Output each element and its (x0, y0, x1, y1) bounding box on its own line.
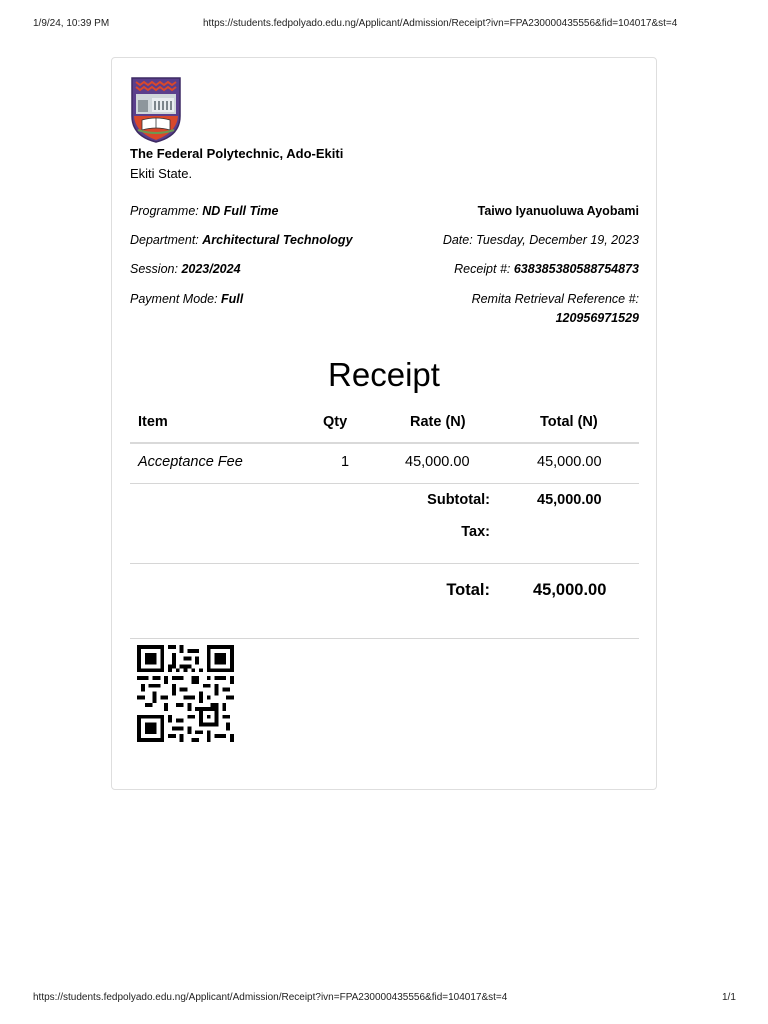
session-value: 2023/2024 (181, 262, 241, 276)
print-page-number: 1/1 (722, 992, 736, 1003)
session-row (130, 262, 241, 276)
rrr-label: Remita Retrieval Reference #: (471, 292, 639, 306)
receipt-date: Date: Tuesday, December 19, 2023 (442, 233, 639, 247)
print-datetime: 1/9/24, 10:39 PM (33, 18, 110, 29)
receipt-number-label: Receipt #: (454, 262, 511, 276)
receipt-number-value: 638385380588754873 (513, 262, 639, 276)
rrr-number (556, 311, 639, 325)
column-header-item: Item (138, 414, 168, 430)
item-total: 45,000.00 (537, 454, 602, 470)
programme-value: ND Full Time (202, 204, 279, 218)
total-label: Total: (446, 581, 490, 599)
student-name: Taiwo Iyanuoluwa Ayobami (477, 204, 639, 218)
column-header-qty: Qty (323, 414, 348, 430)
department-label: Department: (130, 233, 199, 247)
department-value: Architectural Technology (202, 233, 353, 247)
tax-label: Tax: (461, 524, 490, 540)
institution-name: The Federal Polytechnic, Ado-Ekiti (130, 146, 344, 161)
row-divider (130, 483, 639, 484)
rrr-number-value: 120956971529 (555, 311, 639, 325)
print-url-header: https://students.fedpolyado.edu.ng/Applicant/Admission/Receipt?ivn=FPA230000435556&fid=104017&st=4 (203, 18, 678, 29)
column-header-total: Total (N) (540, 414, 598, 430)
total-divider (130, 638, 639, 639)
header-divider (130, 442, 639, 444)
programme-row (130, 204, 278, 218)
subtotal-value: 45,000.00 (537, 492, 602, 508)
department-row (130, 233, 353, 247)
subtotal-divider (130, 563, 639, 564)
programme-label: Programme: (130, 204, 199, 218)
payment-mode-label: Payment Mode: (130, 292, 218, 306)
item-rate: 45,000.00 (405, 454, 470, 470)
session-label: Session: (130, 262, 178, 276)
item-name: Acceptance Fee (138, 454, 243, 470)
item-qty: 1 (341, 454, 350, 470)
total-value: 45,000.00 (533, 581, 607, 599)
institution-state: Ekiti State. (130, 166, 193, 181)
receipt-number-row (454, 262, 639, 276)
payment-mode-row (130, 292, 243, 306)
print-url-footer: https://students.fedpolyado.edu.ng/Applicant/Admission/Receipt?ivn=FPA230000435556&fid=104017&st=4 (33, 992, 508, 1003)
payment-mode-value: Full (221, 292, 244, 306)
polytechnic-crest-logo-icon (130, 76, 182, 144)
qr-code-icon (137, 645, 234, 742)
receipt-title: Receipt (328, 356, 440, 393)
column-header-rate: Rate (N) (410, 414, 466, 430)
subtotal-label: Subtotal: (427, 492, 490, 508)
